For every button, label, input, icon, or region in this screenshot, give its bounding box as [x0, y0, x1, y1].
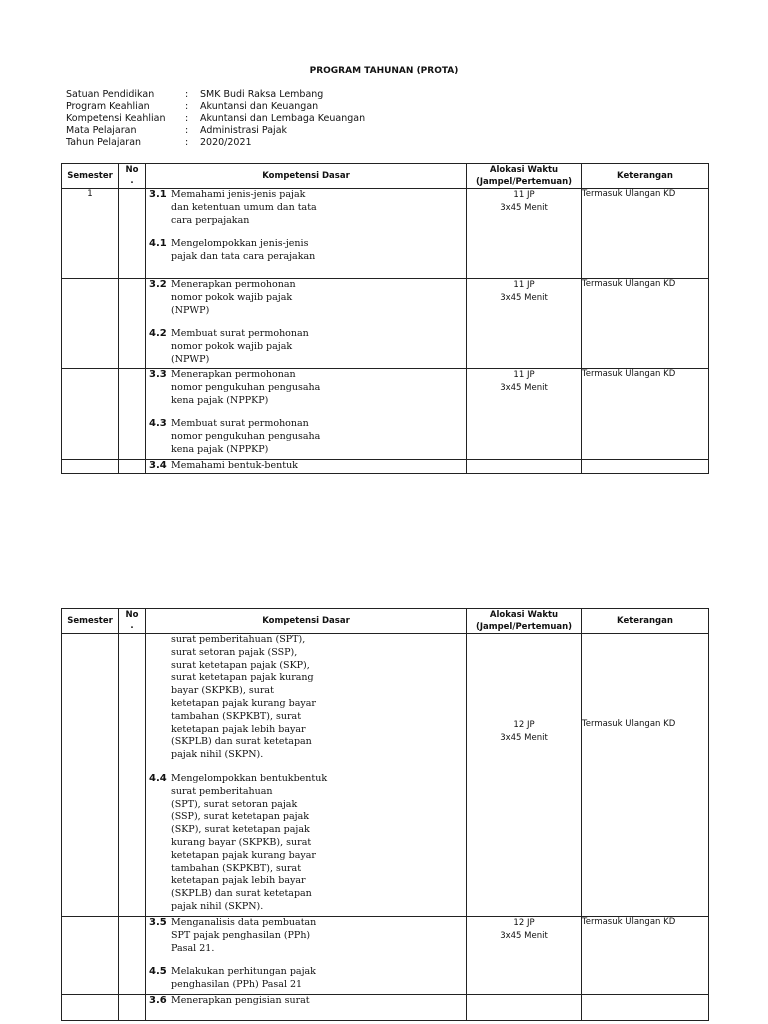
kd-text: Membuat surat permohonan nomor pokok wajib pajak (NPWP)	[171, 328, 309, 365]
kd-item	[146, 328, 466, 366]
no-cell	[119, 995, 146, 1021]
prota-table-1	[61, 163, 709, 474]
kd-item	[146, 773, 466, 914]
info-value: 2020/2021	[200, 137, 252, 148]
page-title: PROGRAM TAHUNAN (PROTA)	[309, 66, 459, 76]
table-row	[62, 634, 709, 917]
no-cell	[119, 634, 146, 917]
kd-text: Membuat surat permohonan nomor pengukuhan pengusaha kena pajak (NPPKP)	[171, 418, 321, 455]
kd-text: Memahami bentuk-bentuk	[171, 460, 298, 471]
alokasi-cell	[467, 460, 582, 474]
alokasi-cell: 12 JP 3x45 Menit	[467, 917, 582, 995]
keterangan-cell: Termasuk Ulangan KD	[582, 279, 709, 369]
header-no: No .	[119, 164, 146, 189]
info-block	[66, 89, 365, 149]
header-alokasi-waktu: Alokasi Waktu (Jampel/Pertemuan)	[467, 164, 582, 189]
kd-text: Mengelompokkan bentukbentuk surat pemberitahuan (SPT), surat setoran pajak (SSP), surat ketetapan pajak (SKP), surat ketetapan pajak kurang bayar (SKPKB), surat ketetapan pajak kurang bayar tambahan (SKPKBT), surat ketetapan pajak lebih bayar (SKPLB) dan surat ketetapan pajak nihil (SKPN).	[171, 772, 328, 912]
alokasi-cell: 12 JP 3x45 Menit	[467, 634, 582, 917]
table-row	[62, 189, 709, 279]
no-cell	[119, 369, 146, 460]
kd-item	[146, 279, 466, 317]
kd-item	[146, 460, 466, 473]
kd-text: Menerapkan permohonan nomor pokok wajib pajak (NPWP)	[171, 279, 296, 316]
kd-item	[146, 189, 466, 227]
table-row	[62, 917, 709, 995]
info-row-satuan-pendidikan	[66, 89, 365, 101]
kd-cell	[146, 189, 467, 279]
keterangan-cell: Termasuk Ulangan KD	[582, 917, 709, 995]
kd-text: Menerapkan permohonan nomor pengukuhan pengusaha kena pajak (NPPKP)	[171, 369, 321, 406]
info-label: Mata Pelajaran	[66, 125, 137, 136]
kd-number: 3.3	[149, 369, 167, 380]
table-row	[62, 995, 709, 1021]
semester-cell	[62, 460, 119, 474]
info-colon: :	[185, 113, 189, 124]
table-row	[62, 460, 709, 474]
kd-number: 3.1	[149, 189, 167, 200]
table-header-row	[62, 164, 709, 189]
info-label: Tahun Pelajaran	[66, 137, 142, 148]
info-value: Akuntansi dan Lembaga Keuangan	[200, 113, 366, 124]
alokasi-cell	[467, 995, 582, 1021]
header-semester: Semester	[62, 164, 119, 189]
no-cell	[119, 917, 146, 995]
table-row	[62, 279, 709, 369]
kd-cell	[146, 369, 467, 460]
table-row	[62, 369, 709, 460]
kd-text-continued: surat pemberitahuan (SPT), surat setoran pajak (SSP), surat ketetapan pajak (SKP), surat ketetapan pajak kurang bayar (SKPKB), surat ketetapan pajak kurang bayar tambahan (SKPKBT), surat ketetapan pajak lebih bayar (SKPLB) dan surat ketetapan pajak nihil (SKPN).	[171, 634, 316, 761]
kd-number: 3.6	[149, 995, 167, 1006]
alokasi-cell: 11 JP 3x45 Menit	[467, 189, 582, 279]
info-label: Kompetensi Keahlian	[66, 113, 166, 124]
kd-number: 4.3	[149, 418, 167, 430]
kd-number: 3.2	[149, 279, 167, 290]
header-keterangan: Keterangan	[582, 609, 709, 634]
kd-item	[146, 418, 466, 456]
keterangan-cell: Termasuk Ulangan KD	[582, 369, 709, 460]
header-kompetensi-dasar: Kompetensi Dasar	[146, 164, 467, 189]
kd-item	[146, 966, 466, 992]
semester-cell	[62, 995, 119, 1021]
semester-cell	[62, 634, 119, 917]
info-row-mata-pelajaran	[66, 125, 365, 137]
header-no: No .	[119, 609, 146, 634]
info-row-tahun-pelajaran	[66, 137, 365, 149]
semester-cell	[62, 369, 119, 460]
kd-number: 4.5	[149, 966, 167, 978]
no-cell	[119, 279, 146, 369]
kd-item	[146, 917, 466, 955]
kd-number: 3.4	[149, 460, 167, 471]
prota-table-2	[61, 608, 709, 1021]
kd-number: 4.2	[149, 328, 167, 340]
info-row-program-keahlian	[66, 101, 365, 113]
keterangan-cell	[582, 995, 709, 1021]
kd-cell	[146, 634, 467, 917]
kd-cell	[146, 460, 467, 474]
semester-cell: 1	[62, 189, 119, 279]
table-header-row	[62, 609, 709, 634]
semester-cell	[62, 917, 119, 995]
info-colon: :	[185, 101, 189, 112]
kd-text: Mengelompokkan jenis-jenis pajak dan tata cara perajakan	[171, 238, 316, 263]
header-keterangan: Keterangan	[582, 164, 709, 189]
kd-item	[146, 369, 466, 407]
kd-cell	[146, 279, 467, 369]
info-value: SMK Budi Raksa Lembang	[200, 89, 324, 100]
kd-text: Menerapkan pengisian surat	[171, 995, 310, 1006]
kd-item	[146, 995, 466, 1008]
info-colon: :	[185, 89, 189, 100]
no-cell	[119, 189, 146, 279]
info-colon: :	[185, 125, 189, 136]
kd-item	[146, 238, 466, 264]
kd-number: 3.5	[149, 917, 167, 928]
keterangan-cell	[582, 460, 709, 474]
keterangan-cell: Termasuk Ulangan KD	[582, 189, 709, 279]
kd-cell	[146, 917, 467, 995]
kd-text: Menganalisis data pembuatan SPT pajak penghasilan (PPh) Pasal 21.	[171, 917, 317, 954]
kd-text: Memahami jenis-jenis pajak dan ketentuan umum dan tata cara perpajakan	[171, 189, 317, 226]
info-value: Administrasi Pajak	[200, 125, 288, 136]
header-semester: Semester	[62, 609, 119, 634]
no-cell	[119, 460, 146, 474]
kd-number: 4.1	[149, 238, 167, 250]
header-alokasi-waktu: Alokasi Waktu (Jampel/Pertemuan)	[467, 609, 582, 634]
alokasi-cell: 11 JP 3x45 Menit	[467, 279, 582, 369]
info-value: Akuntansi dan Keuangan	[200, 101, 319, 112]
keterangan-cell: Termasuk Ulangan KD	[582, 634, 709, 917]
kd-text: Melakukan perhitungan pajak penghasilan (PPh) Pasal 21	[171, 966, 316, 991]
info-label: Satuan Pendidikan	[66, 89, 155, 100]
kd-number: 4.4	[149, 772, 167, 784]
header-kompetensi-dasar: Kompetensi Dasar	[146, 609, 467, 634]
info-row-kompetensi-keahlian	[66, 113, 365, 125]
semester-cell	[62, 279, 119, 369]
alokasi-cell: 11 JP 3x45 Menit	[467, 369, 582, 460]
info-label: Program Keahlian	[66, 101, 150, 112]
kd-cell	[146, 995, 467, 1021]
info-colon: :	[185, 137, 189, 148]
